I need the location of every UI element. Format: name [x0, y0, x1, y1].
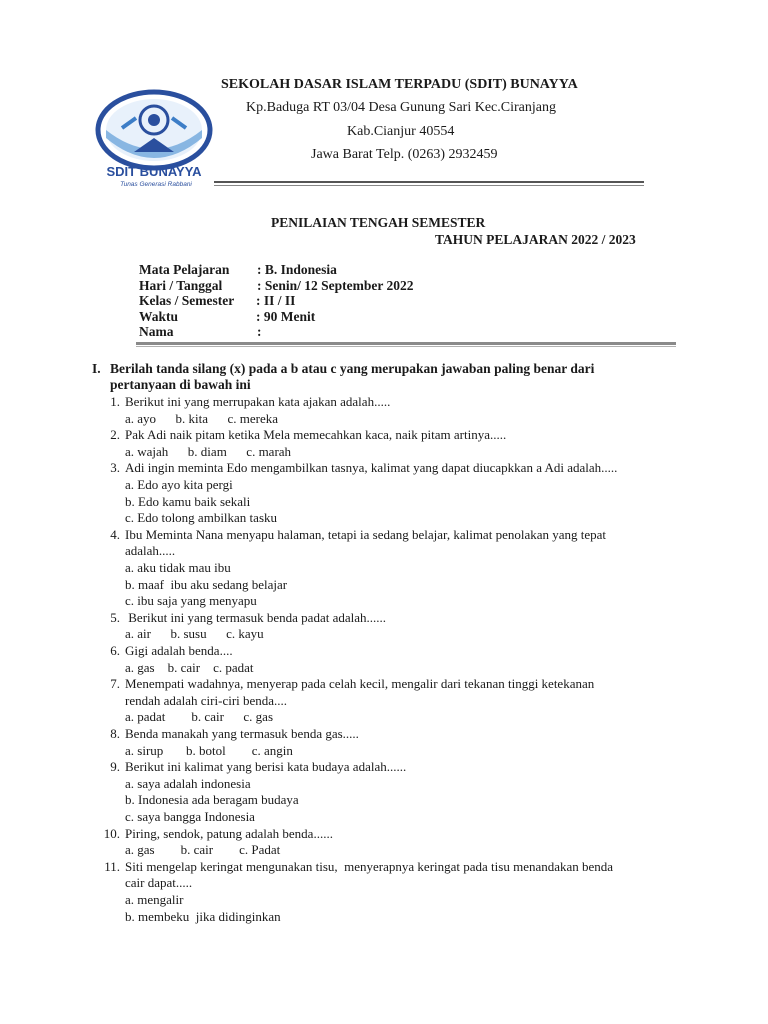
school-name: SEKOLAH DASAR ISLAM TERPADU (SDIT) BUNAYYA	[221, 77, 578, 92]
question-text: Piring, sendok, patung adalah benda......	[125, 825, 333, 841]
info-label: Kelas / Semester	[139, 293, 235, 308]
question-text: adalah.....	[125, 543, 176, 559]
question-text: Berikut ini yang merrupakan kata ajakan adalah.....	[125, 394, 391, 409]
exam-title: PENILAIAN TENGAH SEMESTER	[271, 215, 486, 230]
question-number: 1.	[110, 394, 120, 409]
question-number: 7.	[110, 676, 120, 692]
info-label: Nama	[139, 324, 174, 339]
answer-options: a. Edo ayo kita pergi	[125, 477, 233, 492]
answer-options: a. gas b. cair c. padat	[125, 659, 254, 675]
question-text: Benda manakah yang termasuk benda gas.....	[125, 726, 359, 741]
question-text: Berikut ini kalimat yang berisi kata budaya adalah......	[125, 759, 407, 775]
question-text: Gigi adalah benda....	[125, 643, 233, 658]
info-rule	[136, 342, 676, 345]
question-text: Menempati wadahnya, menyerap pada celah kecil, mengalir dari tekanan tinggi ketekanan	[125, 676, 595, 692]
answer-options: a. sirup b. botol c. angin	[125, 742, 293, 758]
question-text: Berikut ini yang termasuk benda padat adalah......	[125, 609, 387, 625]
question-number: 3.	[110, 460, 120, 476]
info-label: Hari / Tanggal	[139, 277, 223, 293]
info-value: : 90 Menit	[256, 308, 316, 324]
question-text: Siti mengelap keringat mengunakan tisu, menyerapnya keringat pada tisu menandakan benda	[125, 858, 614, 874]
question-text: Pak Adi naik pitam ketika Mela memecahkan kaca, naik pitam artinya.....	[125, 427, 507, 443]
answer-options: b. Indonesia ada beragam budaya	[125, 792, 299, 808]
answer-options: b. maaf ibu aku sedang belajar	[125, 576, 288, 592]
answer-options: c. Edo tolong ambilkan tasku	[125, 510, 278, 526]
answer-options: b. Edo kamu baik sekali	[125, 493, 251, 509]
address-line-2: Kab.Cianjur 40554	[347, 124, 455, 139]
answer-options: a. saya adalah indonesia	[125, 775, 251, 791]
answer-options: a. air b. susu c. kayu	[125, 626, 264, 642]
header-rule-thin	[214, 185, 644, 186]
address-line-1: Kp.Baduga RT 03/04 Desa Gunung Sari Kec.Ciranjang	[246, 100, 556, 115]
header-rule	[214, 181, 644, 183]
question-number: 11.	[104, 858, 120, 874]
info-value: : B. Indonesia	[257, 262, 337, 277]
logo-tagline: Tunas Generasi Rabbani	[120, 181, 192, 188]
answer-options: a. wajah b. diam c. marah	[125, 443, 292, 459]
answer-options: a. padat b. cair c. gas	[125, 709, 274, 725]
answer-options: a. ayo b. kita c. mereka	[125, 410, 279, 426]
info-value: : II / II	[256, 293, 296, 308]
question-number: 2.	[110, 427, 120, 443]
instruction-line-1: Berilah tanda silang (x) pada a b atau c yang merupakan jawaban paling benar dari	[110, 361, 595, 376]
instruction-line-2: pertanyaan di bawah ini	[110, 377, 251, 392]
question-number: 9.	[110, 759, 120, 775]
question-text: rendah adalah ciri-ciri benda....	[125, 692, 288, 708]
answer-options: c. saya bangga Indonesia	[125, 809, 255, 824]
question-text: cair dapat.....	[125, 875, 193, 891]
answer-options: c. ibu saja yang menyapu	[125, 593, 257, 609]
section-number: I.	[92, 361, 101, 376]
info-value: :	[257, 324, 262, 339]
question-number: 10.	[103, 825, 120, 841]
info-rule-thin	[136, 346, 676, 347]
question-number: 6.	[110, 643, 120, 658]
school-logo	[92, 88, 216, 188]
address-line-3: Jawa Barat Telp. (0263) 2932459	[311, 147, 498, 162]
answer-options: a. mengalir	[125, 892, 184, 907]
answer-options: a. aku tidak mau ibu	[125, 560, 231, 575]
logo-text: SDIT BUNAYYA	[106, 164, 202, 179]
question-number: 8.	[110, 726, 120, 741]
exam-year: TAHUN PELAJARAN 2022 / 2023	[435, 232, 636, 247]
question-number: 5.	[110, 609, 120, 625]
question-text: Ibu Meminta Nana menyapu halaman, tetapi ia sedang belajar, kalimat penolakan yang tepat	[125, 526, 607, 542]
info-label: Waktu	[139, 308, 179, 324]
info-label: Mata Pelajaran	[139, 262, 230, 277]
question-text: Adi ingin meminta Edo mengambilkan tasnya, kalimat yang dapat diucapkkan a Adi adalah.....	[125, 460, 618, 476]
answer-options: b. membeku jika didinginkan	[125, 908, 281, 924]
answer-options: a. gas b. cair c. Padat	[125, 842, 281, 858]
info-value: : Senin/ 12 September 2022	[257, 277, 414, 293]
question-number: 4.	[110, 526, 120, 542]
